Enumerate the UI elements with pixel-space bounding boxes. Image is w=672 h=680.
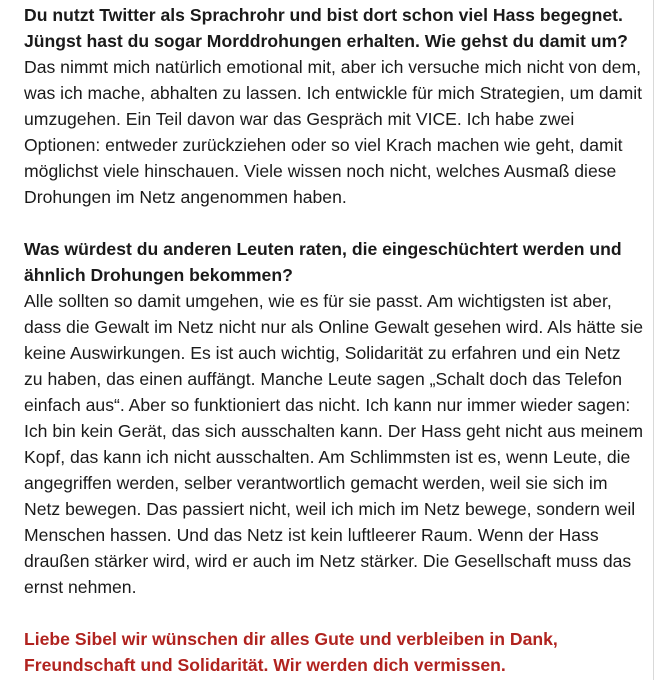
article-body bbox=[24, 2, 644, 678]
interview-question: Was würdest du anderen Leuten raten, die eingeschüchtert werden und ähnlich Drohungen bekommen? bbox=[24, 239, 622, 285]
qa-block bbox=[24, 2, 644, 210]
interview-answer: Das nimmt mich natürlich emotional mit, aber ich versuche mich nicht von dem, was ich mache, abhalten zu lassen. Ich entwickle für mich Strategien, um damit umzugehen. Ein Teil davon war das Gespräch mit VICE. Ich habe zwei Optionen: entweder zurückziehen oder so viel Krach machen wie geht, damit möglichst viele hinschauen. Viele wissen noch nicht, welches Ausmaß diese Drohungen im Netz angenommen haben. bbox=[24, 57, 643, 207]
closing-message: Liebe Sibel wir wünschen dir alles Gute und verbleiben in Dank, Freundschaft und Solidarität. Wir werden dich vermissen. bbox=[24, 629, 558, 675]
qa-block bbox=[24, 236, 644, 600]
interview-question: Du nutzt Twitter als Sprachrohr und bist dort schon viel Hass begegnet. Jüngst hast du sogar Morddrohungen erhalten. Wie gehst du damit um? bbox=[24, 5, 628, 51]
interview-answer: Alle sollten so damit umgehen, wie es für sie passt. Am wichtigsten ist aber, dass die Gewalt im Netz nicht nur als Online Gewalt gesehen wird. Als hätte sie keine Auswirkungen. Es ist auch wichtig, Solidarität zu erfahren und ein Netz zu haben, das einen auffängt. Manche Leute sagen „Schalt doch das Telefon einfach aus“. Aber so funktioniert das nicht. Ich kann nur immer wieder sagen: Ich bin kein Gerät, das sich ausschalten kann. Der Hass geht nicht aus meinem Kopf, das kann ich nicht ausschalten. Am Schlimmsten ist es, wenn Leute, die angegriffen werden, selber verantwortlich gemacht werden, weil sie sich im Netz bewegen. Das passiert nicht, weil ich mich im Netz bewege, sondern weil Menschen hassen. Und das Netz ist kein luftleerer Raum. Wenn der Hass draußen stärker wird, wird er auch im Netz stärker. Die Gesellschaft muss das ernst nehmen. bbox=[24, 291, 644, 597]
